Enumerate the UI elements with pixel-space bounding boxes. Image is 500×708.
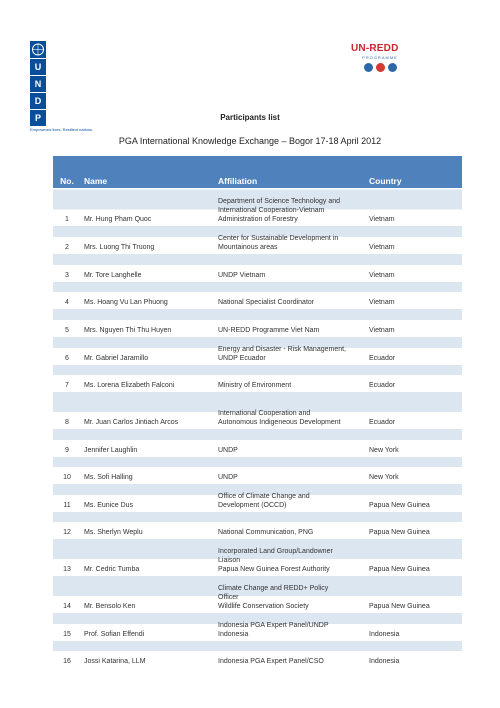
cell-no: 6	[53, 337, 81, 365]
cell-affiliation: Office of Climate Change and Development (OCCD)	[215, 484, 366, 512]
undp-tagline: Empowered lives. Resilient nations.	[30, 127, 94, 132]
undp-tile-u: U	[30, 59, 46, 75]
cell-no: 15	[53, 613, 81, 641]
cell-affiliation: Energy and Disaster - Risk Management, UNDP Ecuador	[215, 337, 366, 365]
cell-affiliation: International Cooperation and Autonomous Indigeneous Development	[215, 392, 366, 429]
table-row	[53, 337, 462, 365]
cell-name: Ms. Lorena Elizabeth Falconi	[81, 365, 215, 392]
table-row	[53, 254, 462, 282]
cell-no: 4	[53, 282, 81, 309]
cell-country: Ecuador	[366, 365, 462, 392]
unredd-title: UN-REDD	[351, 43, 399, 54]
cell-affiliation: Climate Change and REDD+ Policy Officer Wildlife Conservation Society	[215, 576, 366, 613]
unep-icon	[388, 63, 397, 72]
cell-country: Vietnam	[366, 254, 462, 282]
table-row	[53, 282, 462, 309]
undp-icon	[376, 63, 385, 72]
cell-no: 14	[53, 576, 81, 613]
cell-name: Jennifer Laughlin	[81, 429, 215, 457]
cell-no: 13	[53, 539, 81, 576]
cell-no: 10	[53, 457, 81, 484]
cell-country: Ecuador	[366, 337, 462, 365]
cell-no: 5	[53, 309, 81, 337]
header-affiliation: Affiliation	[215, 156, 366, 189]
cell-name: Ms. Sofi Halling	[81, 457, 215, 484]
cell-affiliation: Indonesia PGA Expert Panel/UNDP Indonesia	[215, 613, 366, 641]
cell-name: Mr. Hung Pham Quoc	[81, 189, 215, 227]
table-row	[53, 226, 462, 254]
cell-name: Prof. Sofian Effendi	[81, 613, 215, 641]
cell-name: Ms. Hoang Vu Lan Phuong	[81, 282, 215, 309]
cell-country: Papua New Guinea	[366, 539, 462, 576]
cell-country: Papua New Guinea	[366, 576, 462, 613]
participants-table	[53, 156, 462, 668]
un-emblem-icon	[30, 41, 46, 58]
cell-affiliation: UNDP Vietnam	[215, 254, 366, 282]
cell-no: 1	[53, 189, 81, 227]
cell-no: 12	[53, 512, 81, 539]
table-row	[53, 392, 462, 429]
table-row	[53, 189, 462, 227]
cell-country: Indonesia	[366, 613, 462, 641]
table-body	[53, 189, 462, 669]
table-row	[53, 576, 462, 613]
table-row	[53, 613, 462, 641]
cell-country: Vietnam	[366, 189, 462, 227]
cell-country: Ecuador	[366, 392, 462, 429]
cell-no: 11	[53, 484, 81, 512]
cell-affiliation: Department of Science Technology and International Cooperation-Vietnam Administration of Forestry	[215, 189, 366, 227]
undp-tile-n: N	[30, 76, 46, 92]
cell-no: 7	[53, 365, 81, 392]
cell-name: Mr. Tore Langhelle	[81, 254, 215, 282]
fao-icon	[364, 63, 373, 72]
page-title: Participants list	[220, 113, 280, 122]
cell-no: 3	[53, 254, 81, 282]
table-header-row	[53, 156, 462, 189]
table-row	[53, 539, 462, 576]
table-row	[53, 484, 462, 512]
cell-no: 9	[53, 429, 81, 457]
cell-affiliation: National Communication, PNG	[215, 512, 366, 539]
cell-no: 16	[53, 641, 81, 668]
cell-name: Jossi Katarina, LLM	[81, 641, 215, 668]
cell-country: Vietnam	[366, 282, 462, 309]
cell-name: Ms. Sherlyn Weplu	[81, 512, 215, 539]
cell-name: Mr. Bensolo Ken	[81, 576, 215, 613]
cell-affiliation: Indonesia PGA Expert Panel/CSO	[215, 641, 366, 668]
cell-country: New York	[366, 457, 462, 484]
header-name: Name	[81, 156, 215, 189]
cell-affiliation: Incorporated Land Group/Landowner Liaison Papua New Guinea Forest Authority	[215, 539, 366, 576]
cell-affiliation: UN-REDD Programme Viet Nam	[215, 309, 366, 337]
cell-name: Mr. Cedric Tumba	[81, 539, 215, 576]
partner-logos	[351, 63, 409, 72]
cell-country: Vietnam	[366, 226, 462, 254]
cell-affiliation: Center for Sustainable Development in Mountainous areas	[215, 226, 366, 254]
table-row	[53, 429, 462, 457]
cell-affiliation: UNDP	[215, 429, 366, 457]
unredd-logo	[351, 43, 409, 72]
unredd-subtitle: PROGRAMME	[362, 55, 398, 60]
cell-affiliation: UNDP	[215, 457, 366, 484]
cell-name: Mr. Juan Carlos Jintiach Arcos	[81, 392, 215, 429]
cell-name: Mrs. Luong Thi Truong	[81, 226, 215, 254]
cell-country: New York	[366, 429, 462, 457]
cell-affiliation: National Specialist Coordinator	[215, 282, 366, 309]
cell-name: Mrs. Nguyen Thi Thu Huyen	[81, 309, 215, 337]
header-country: Country	[366, 156, 462, 189]
table-row	[53, 309, 462, 337]
table-row	[53, 641, 462, 668]
cell-name: Mr. Gabriel Jaramillo	[81, 337, 215, 365]
cell-no: 2	[53, 226, 81, 254]
table-row	[53, 457, 462, 484]
cell-affiliation: Ministry of Environment	[215, 365, 366, 392]
cell-no: 8	[53, 392, 81, 429]
table-row	[53, 512, 462, 539]
page-subtitle: PGA International Knowledge Exchange – Bogor 17-18 April 2012	[118, 136, 382, 146]
cell-country: Papua New Guinea	[366, 484, 462, 512]
cell-country: Vietnam	[366, 309, 462, 337]
cell-country: Papua New Guinea	[366, 512, 462, 539]
undp-tile-p: P	[30, 110, 46, 126]
header-no: No.	[53, 156, 81, 189]
undp-tile-d: D	[30, 93, 46, 109]
cell-name: Ms. Eunice Dus	[81, 484, 215, 512]
table-row	[53, 365, 462, 392]
cell-country: Indonesia	[366, 641, 462, 668]
